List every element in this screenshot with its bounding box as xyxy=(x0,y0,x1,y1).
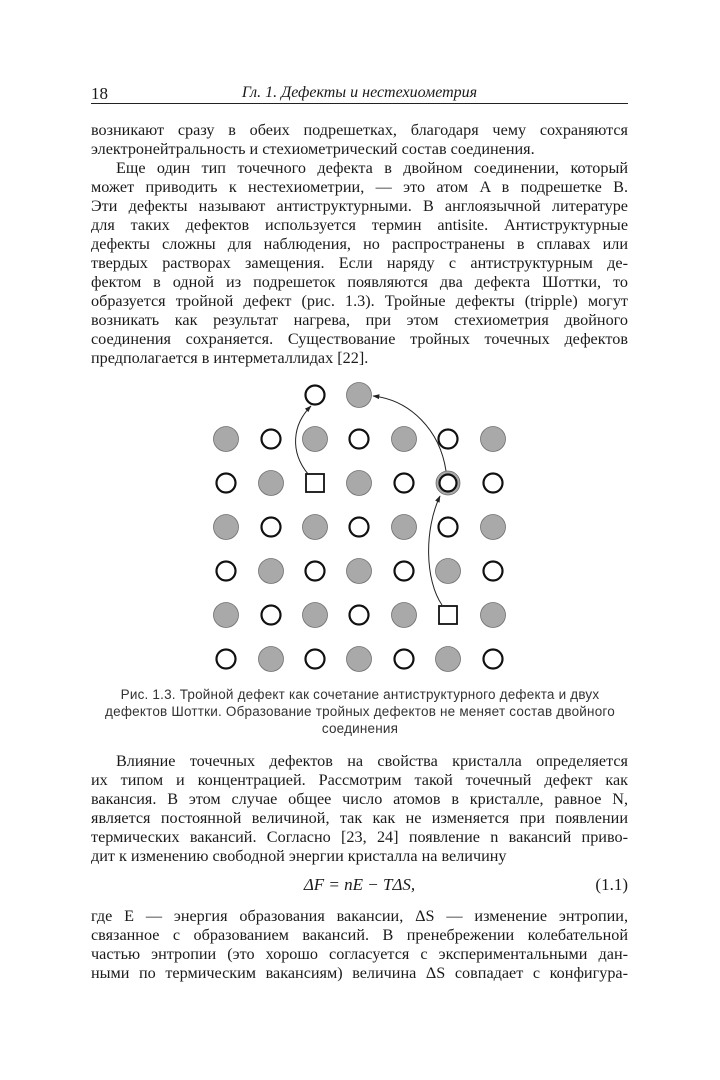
filled-atom xyxy=(392,603,417,628)
open-atom xyxy=(484,562,503,581)
text-line: электронейтральность и стехиометрический состав соединения. xyxy=(91,140,535,158)
filled-atom xyxy=(303,515,328,540)
equation-1-1 xyxy=(91,875,628,897)
text-line: твердых растворах замещения. Если наряду с антиструктурным де- xyxy=(91,254,628,272)
text-line: дит к изменению свободной энергии кристалла на величину xyxy=(91,847,507,865)
filled-atom xyxy=(481,427,506,452)
equation-body: ΔF = nE − TΔS, xyxy=(303,875,416,894)
filled-atom xyxy=(259,647,284,672)
filled-atom xyxy=(259,559,284,584)
open-atom xyxy=(439,430,458,449)
filled-atom xyxy=(436,647,461,672)
text-line: соединения сохраняется. Существование тройных точечных дефектов xyxy=(91,330,628,348)
open-atom xyxy=(217,562,236,581)
open-atom xyxy=(439,518,458,537)
text-line: является постоянной величиной, так как не изменяется при появлении xyxy=(91,809,628,827)
text-line: может приводить к нестехиометрии, — это атом A в подрешетке B. xyxy=(91,178,628,196)
text-line: фектом в одной из подрешеток появляются два дефекта Шоттки, то xyxy=(91,273,628,291)
caption-line: соединения xyxy=(321,721,399,736)
arrow-vacancy-to-antisite xyxy=(429,496,442,605)
text-line: их типом и концентрацией. Рассмотрим такой точечный дефект как xyxy=(91,771,628,789)
text-line: предполагается в интерметаллидах [22]. xyxy=(91,349,369,367)
text-line: ными по термическим вакансиям) величина ΔS совпадает с конфигура- xyxy=(91,964,628,982)
open-atom xyxy=(395,474,414,493)
open-atom xyxy=(262,518,281,537)
open-atom xyxy=(350,606,369,625)
open-atom xyxy=(350,518,369,537)
filled-atom xyxy=(392,515,417,540)
filled-atom xyxy=(347,383,372,408)
caption-line: дефектов Шоттки. Образование тройных дефектов не меняет состав двойного xyxy=(105,704,615,719)
filled-atom xyxy=(303,603,328,628)
open-atom xyxy=(484,650,503,669)
open-atom xyxy=(306,650,325,669)
filled-atom xyxy=(303,427,328,452)
text-line: частью энтропии (это хорошо согласуется с экспериментальными дан- xyxy=(91,945,628,963)
open-atom xyxy=(395,562,414,581)
text-line: для таких дефектов используется термин antisite. Антиструктурные xyxy=(91,216,628,234)
open-atom xyxy=(484,474,503,493)
filled-atom xyxy=(481,603,506,628)
open-atom xyxy=(306,386,325,405)
filled-atom xyxy=(214,427,239,452)
text-line: возникают сразу в обеих подрешетках, благодаря чему сохраняются xyxy=(91,121,628,139)
open-atom xyxy=(395,650,414,669)
filled-atom xyxy=(214,603,239,628)
filled-atom xyxy=(347,647,372,672)
vacancy-square xyxy=(439,606,457,624)
text-line: связанное с образованием вакансий. В пренебрежении колебательной xyxy=(91,926,628,944)
filled-atom xyxy=(259,471,284,496)
text-line: возникать как результат нагрева, при этом стехиометрия двойного xyxy=(91,311,628,329)
open-atom xyxy=(262,606,281,625)
text-line: Влияние точечных дефектов на свойства кристалла определяется xyxy=(116,752,628,770)
caption-line: Рис. 1.3. Тройной дефект как сочетание антиструктурного дефекта и двух xyxy=(120,687,600,702)
equation-number: (1.1) xyxy=(595,875,628,894)
antisite-atom xyxy=(436,471,460,495)
open-atom xyxy=(262,430,281,449)
filled-atom xyxy=(347,471,372,496)
text-line: дефекты сложны для наблюдения, но распространены в сплавах или xyxy=(91,235,628,253)
open-atom xyxy=(350,430,369,449)
chapter-title: Гл. 1. Дефекты и нестехиометрия xyxy=(241,84,478,101)
text-line: Эти дефекты называют антиструктурными. В англоязычной литературе xyxy=(91,197,628,215)
filled-atom xyxy=(481,515,506,540)
filled-atom xyxy=(436,559,461,584)
filled-atom xyxy=(347,559,372,584)
vacancy-square xyxy=(306,474,324,492)
atoms-layer xyxy=(214,383,506,672)
text-line: термических вакансий. Согласно [23, 24] появление n вакансий приво- xyxy=(91,828,628,846)
open-atom xyxy=(217,650,236,669)
text-line: вакансия. В этом случае общее число атомов в кристалле, равное N, xyxy=(91,790,628,808)
filled-atom xyxy=(392,427,417,452)
page-number: 18 xyxy=(91,84,108,103)
filled-atom xyxy=(214,515,239,540)
text-line: где E — энергия образования вакансии, ΔS — изменение энтропии, xyxy=(91,907,628,925)
open-atom xyxy=(217,474,236,493)
open-atom xyxy=(306,562,325,581)
text-line: образуется тройной дефект (рис. 1.3). Тройные дефекты (tripple) могут xyxy=(91,292,628,310)
text-line: Еще один тип точечного дефекта в двойном соединении, который xyxy=(116,159,628,177)
